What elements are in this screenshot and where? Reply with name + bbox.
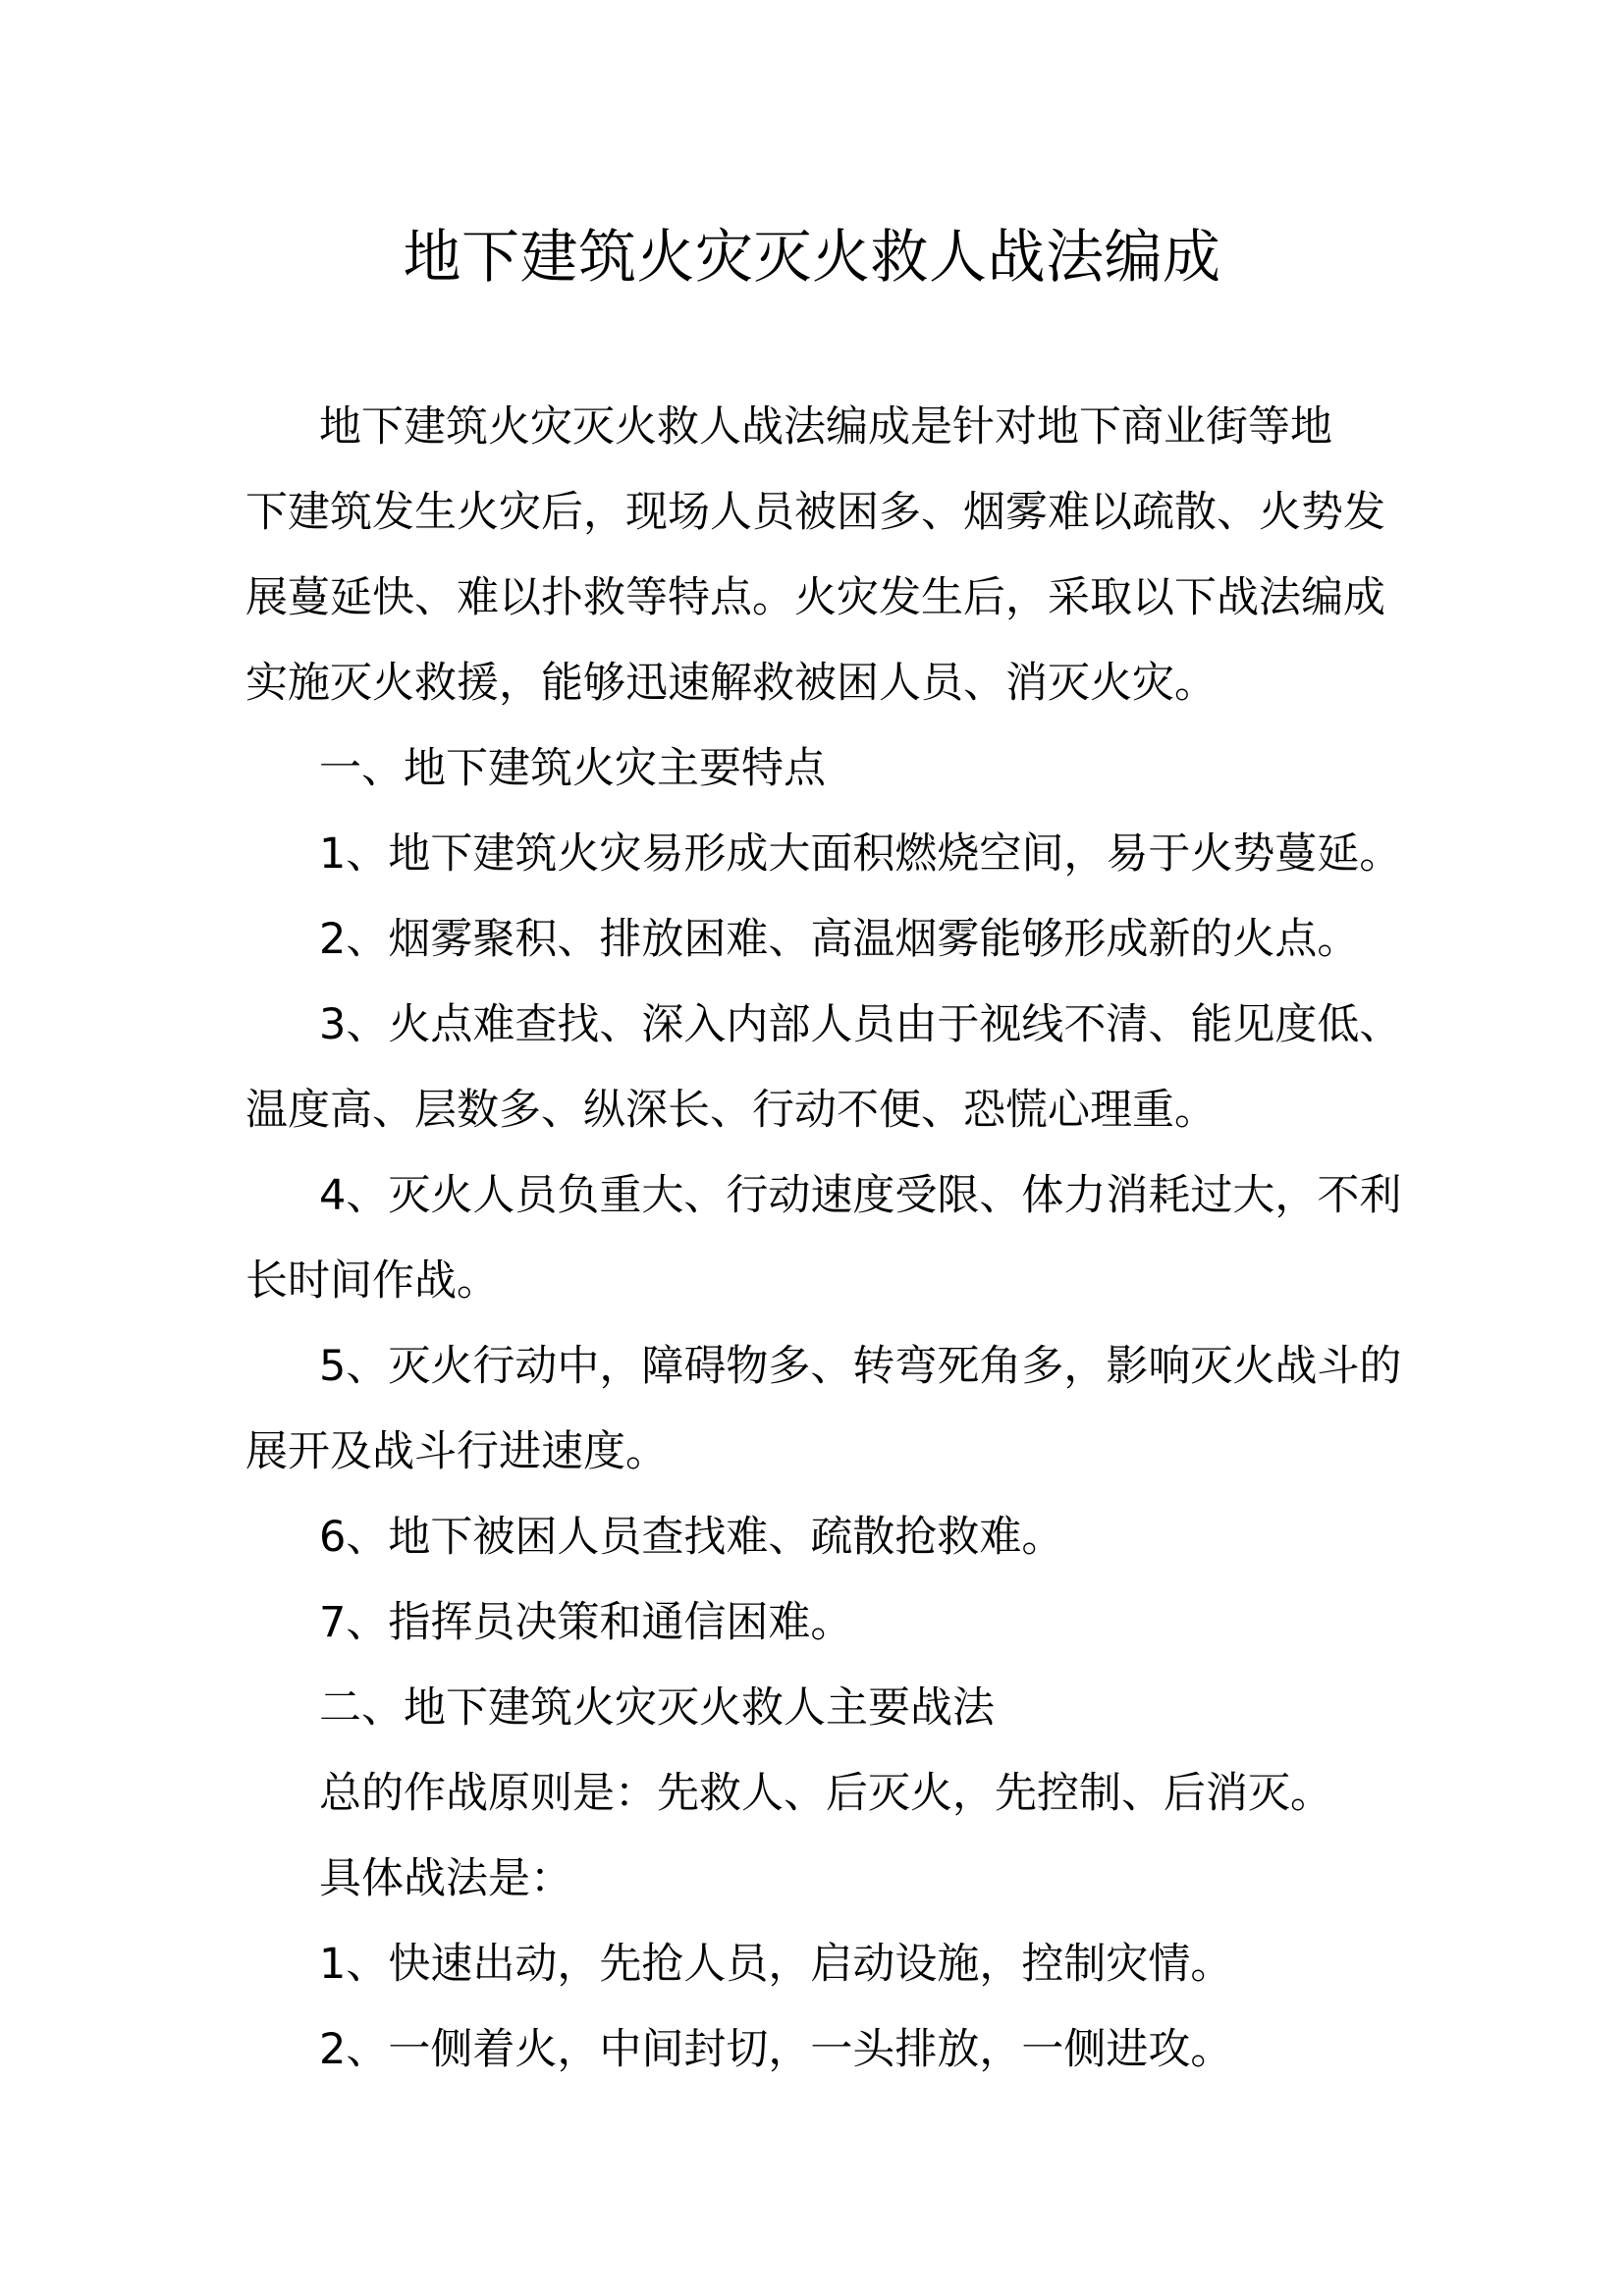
feature-item-1: 1、地下建筑火灾易形成大面积燃烧空间，易于火势蔓延。 xyxy=(319,829,1402,879)
feature-item-6: 6、地下被困人员查找难、疏散抢救难。 xyxy=(319,1513,1064,1562)
section-heading-tactics: 二、地下建筑火灾灭火救人主要战法 xyxy=(319,1683,995,1733)
tactic-item-2: 2、一侧着火，中间封切，一头排放，一侧进攻。 xyxy=(319,2025,1233,2074)
feature-item-5-line-2: 展开及战斗行进速度。 xyxy=(245,1427,668,1476)
intro-paragraph-line-4: 实施灭火救援，能够迅速解救被困人员、消灭火灾。 xyxy=(245,659,1217,708)
feature-item-2: 2、烟雾聚积、排放困难、高温烟雾能够形成新的火点。 xyxy=(319,915,1360,964)
feature-item-7: 7、指挥员决策和通信困难。 xyxy=(319,1598,853,1647)
tactics-intro: 具体战法是： xyxy=(319,1854,572,1903)
feature-item-3-line-1: 3、火点难查找、深入内部人员由于视线不清、能见度低、 xyxy=(319,1000,1402,1049)
intro-paragraph-line-3: 展蔓延快、难以扑救等特点。火灾发生后，采取以下战法编成 xyxy=(245,573,1385,622)
section-heading-features: 一、地下建筑火灾主要特点 xyxy=(319,744,826,793)
feature-item-4-line-1: 4、灭火人员负重大、行动速度受限、体力消耗过大，不利 xyxy=(319,1171,1402,1220)
feature-item-5-line-1: 5、灭火行动中，障碍物多、转弯死角多，影响灭火战斗的 xyxy=(319,1342,1402,1391)
intro-paragraph-line-2: 下建筑发生火灾后，现场人员被困多、烟雾难以疏散、火势发 xyxy=(245,488,1385,537)
tactic-item-1: 1、快速出动，先抢人员，启动设施，控制灾情。 xyxy=(319,1940,1233,1989)
tactics-principle: 总的作战原则是：先救人、后灭火，先控制、后消灭。 xyxy=(319,1769,1332,1818)
feature-item-3-line-2: 温度高、层数多、纵深长、行动不便、恐慌心理重。 xyxy=(245,1086,1217,1135)
feature-item-4-line-2: 长时间作战。 xyxy=(245,1256,499,1306)
intro-paragraph-line-1: 地下建筑火灾灭火救人战法编成是针对地下商业街等地 xyxy=(319,402,1332,452)
document-title: 地下建筑火灾灭火救人战法编成 xyxy=(403,223,1221,291)
